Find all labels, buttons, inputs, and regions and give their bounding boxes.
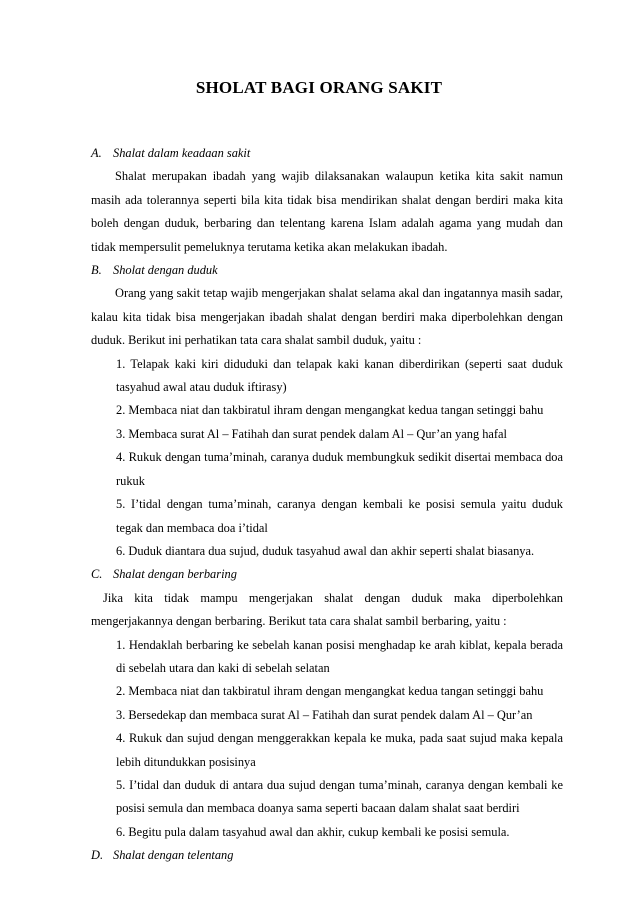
list-item: 5. I’tidal dan duduk di antara dua sujud dengan tuma’minah, caranya dengan kembali ke posisi semula dan membaca doanya sama seperti bacaan dalam shalat saat berdiri — [116, 777, 563, 816]
section-c-heading — [91, 563, 563, 586]
section-b-title: Sholat dengan duduk — [113, 263, 218, 278]
section-c-label: C. — [91, 567, 103, 582]
section-c-paragraph: Jika kita tidak mampu mengerjakan shalat dengan duduk maka diperbolehkan mengerjakannya dengan berbaring. Berikut tata cara shalat sambil berbaring, yaitu : — [91, 590, 563, 629]
list-item: 6. Begitu pula dalam tasyahud awal dan akhir, cukup kembali ke posisi semula. — [116, 824, 510, 839]
section-c-list — [91, 634, 563, 845]
list-item: 1. Hendaklah berbaring ke sebelah kanan posisi menghadap ke arah kiblat, kepala berada di sebelah utara dan kaki di sebelah selatan — [116, 637, 563, 675]
section-a-heading — [91, 142, 563, 165]
list-item: 6. Duduk diantara dua sujud, duduk tasyahud awal dan akhir seperti shalat biasanya. — [116, 543, 535, 558]
list-item: 3. Membaca surat Al – Fatihah dan surat pendek dalam Al – Qur’an yang hafal — [116, 426, 507, 441]
section-b-heading — [91, 259, 563, 282]
page-title: SHOLAT BAGI ORANG SAKIT — [195, 78, 443, 97]
list-item: 2. Membaca niat dan takbiratul ihram dengan mengangkat kedua tangan setinggi bahu — [116, 684, 544, 699]
section-b-list — [91, 353, 563, 564]
list-item: 1. Telapak kaki kiri diduduki dan telapak kaki kanan diberdirikan (seperti saat duduk tasyahud awal atau duduk iftirasy) — [116, 356, 563, 395]
section-a-paragraph: Shalat merupakan ibadah yang wajib dilaksanakan walaupun ketika kita sakit namun masih ada tolerannya seperti bila kita tidak bisa mendirikan shalat dengan berdiri maka kita boleh dengan duduk, berbaring dan telentang karena Islam adalah agama yang mudah dan tidak mempersulit pemeluknya terutama ketika akan melakukan ibadah. — [91, 169, 563, 254]
section-d-title: Shalat dengan telentang — [113, 848, 234, 863]
list-item: 5. I’tidal dengan tuma’minah, caranya dengan kembali ke posisi semula yaitu duduk tegak dan membaca doa i’tidal — [116, 497, 563, 535]
section-d-label: D. — [91, 848, 104, 863]
list-item: 3. Bersedekap dan membaca surat Al – Fatihah dan surat pendek dalam Al – Qur’an — [116, 707, 533, 722]
list-item: 4. Rukuk dan sujud dengan menggerakkan kepala ke muka, pada saat sujud maka kepala lebih ditundukkan posisinya — [116, 731, 563, 769]
section-d-heading — [91, 844, 563, 867]
document-body — [91, 142, 563, 868]
list-item: 2. Membaca niat dan takbiratul ihram dengan mengangkat kedua tangan setinggi bahu — [116, 403, 544, 418]
section-a-title: Shalat dalam keadaan sakit — [113, 146, 251, 160]
section-c-title: Shalat dengan berbaring — [113, 567, 237, 582]
list-item: 4. Rukuk dengan tuma’minah, caranya duduk membungkuk sedikit disertai membaca doa rukuk — [116, 450, 563, 488]
section-b-paragraph: Orang yang sakit tetap wajib mengerjakan shalat selama akal dan ingatannya masih sadar, kalau kita tidak bisa mengerjakan ibadah shalat dengan berdiri maka diperbolehkan dengan duduk. Berikut ini perhatikan tata cara shalat sambil duduk, yaitu : — [91, 286, 563, 348]
section-a-label: A. — [91, 146, 102, 160]
section-b-label: B. — [91, 263, 102, 278]
